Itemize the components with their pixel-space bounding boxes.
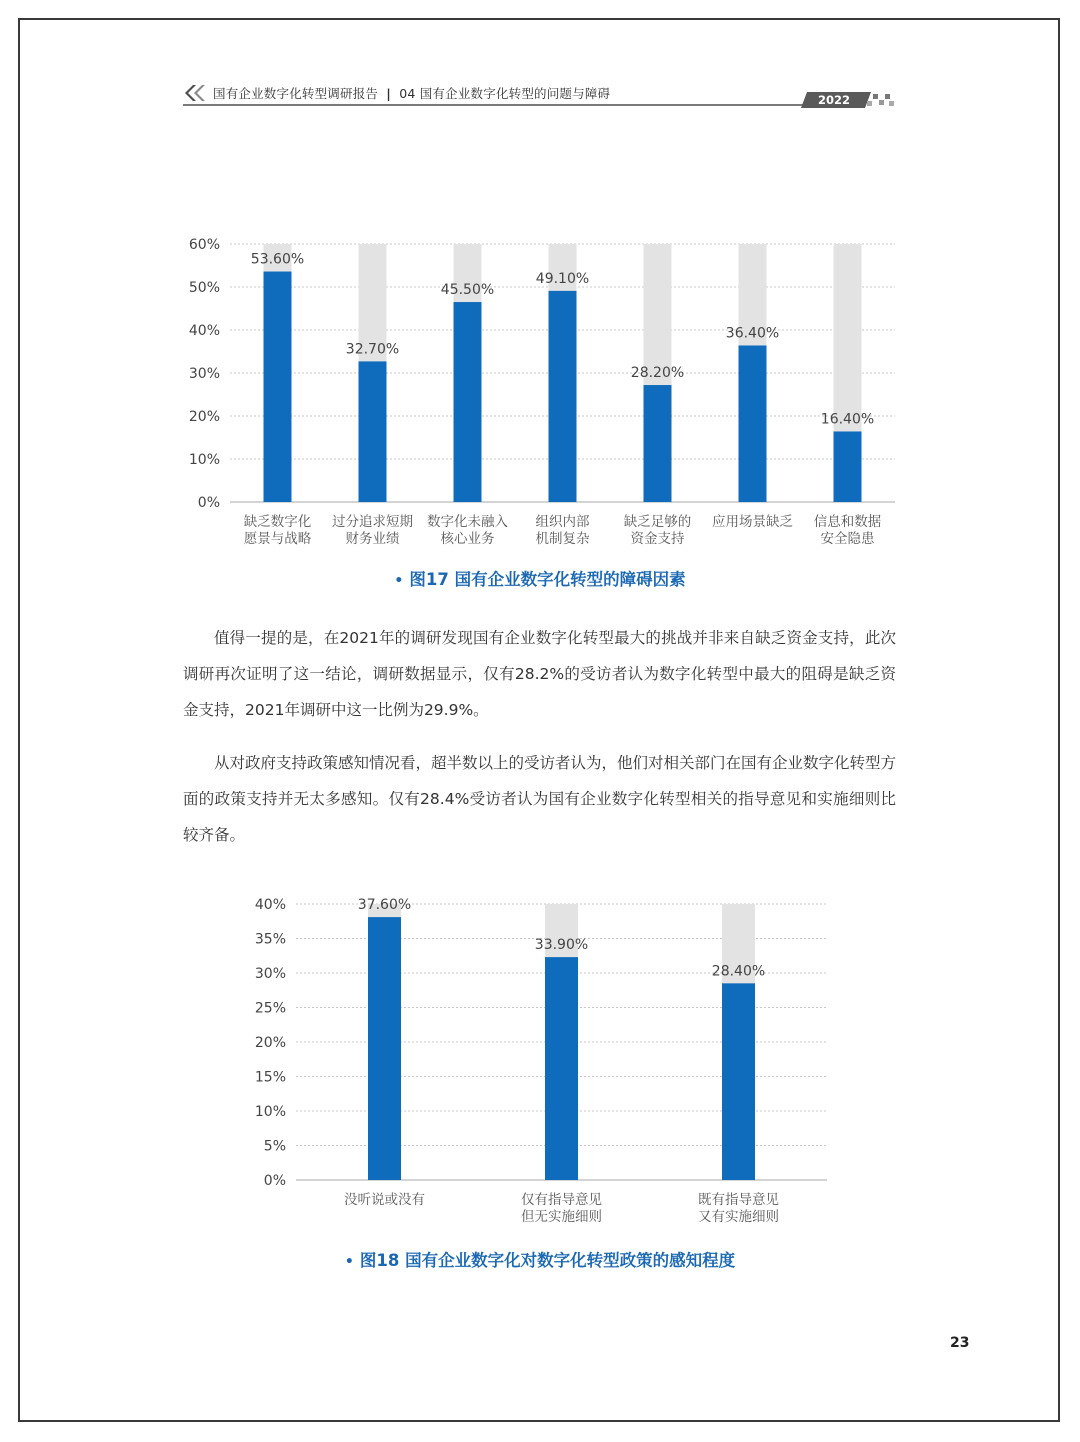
y-tick-label: 0% [197, 495, 220, 511]
data-label: 37.60% [357, 897, 412, 914]
bar [834, 431, 862, 502]
data-label: 53.60% [250, 251, 305, 268]
caption-bullet-icon: • [344, 1254, 354, 1270]
year-label: 2022 [817, 93, 851, 107]
x-category-label: 信息和数据 [813, 514, 882, 530]
x-category-label: 安全隐患 [820, 531, 875, 547]
x-category-label: 仅有指导意见 [521, 1192, 602, 1208]
paragraph-2: 从对政府支持政策感知情况看，超半数以上的受访者认为，他们对相关部门在国有企业数字化转型方面的政策支持并无太多感知。仅有28.4%受访者认为国有企业数字化转型相关的指导意见和实施细则比较齐备。 [183, 754, 897, 844]
data-label: 32.70% [345, 341, 400, 358]
report-title: 国有企业数字化转型调研报告 [213, 86, 379, 101]
bar [739, 345, 767, 502]
y-tick-label: 40% [254, 897, 286, 913]
y-tick-label: 15% [254, 1069, 286, 1086]
bar [368, 917, 401, 1180]
y-tick-label: 10% [254, 1104, 286, 1120]
y-tick-label: 30% [254, 966, 286, 982]
header-title [213, 84, 610, 102]
bar [545, 957, 578, 1180]
y-tick-label: 20% [254, 1035, 286, 1051]
y-tick-label: 60% [188, 237, 220, 253]
x-category-label: 过分追求短期 [332, 514, 413, 530]
x-category-label: 缺乏数字化 [243, 514, 312, 530]
y-tick-label: 5% [263, 1138, 286, 1155]
y-tick-label: 40% [188, 323, 220, 339]
figure18-svg [0, 880, 1080, 1240]
page-number: 23 [950, 1335, 970, 1351]
x-category-label: 既有指导意见 [698, 1192, 779, 1208]
y-tick-label: 10% [188, 452, 220, 468]
x-category-label: 数字化未融入 [427, 514, 508, 530]
data-label: 28.20% [630, 365, 685, 382]
x-category-label: 愿景与战略 [243, 531, 312, 547]
figure17-chart [0, 225, 1080, 555]
y-tick-label: 0% [263, 1173, 286, 1189]
figure18-chart [0, 880, 1080, 1240]
x-category-label: 缺乏足够的 [623, 514, 692, 530]
data-label: 33.90% [534, 937, 589, 954]
figure18-caption-text: 图18 国有企业数字化对数字化转型政策的感知程度 [359, 1251, 736, 1270]
double-chevron-logo-icon [183, 83, 209, 103]
body-text [183, 620, 896, 853]
figure17-caption-text: 图17 国有企业数字化转型的障碍因素 [409, 570, 686, 589]
x-category-label: 又有实施细则 [698, 1209, 779, 1225]
figure17-caption [0, 566, 1080, 590]
x-category-label: 资金支持 [630, 531, 685, 547]
section-title: 04 国有企业数字化转型的问题与障碍 [399, 86, 611, 101]
data-label: 45.50% [440, 282, 495, 299]
x-category-label: 机制复杂 [535, 531, 590, 547]
data-label: 16.40% [820, 411, 875, 428]
year-badge [801, 88, 897, 108]
figure18-caption [0, 1247, 1080, 1271]
data-label: 49.10% [535, 270, 590, 287]
bar [454, 302, 482, 502]
data-label: 28.40% [711, 963, 766, 980]
x-category-label: 应用场景缺乏 [712, 514, 793, 530]
data-label: 36.40% [725, 325, 780, 342]
y-tick-label: 25% [254, 1000, 286, 1017]
y-tick-label: 30% [188, 366, 220, 382]
caption-bullet-icon: • [394, 573, 404, 589]
x-category-label: 财务业绩 [345, 531, 400, 547]
x-category-label: 没听说或没有 [344, 1192, 425, 1208]
figure17-svg [0, 225, 1080, 555]
bar [722, 983, 755, 1180]
running-header [183, 80, 895, 110]
x-category-label: 但无实施细则 [521, 1209, 602, 1225]
bar [359, 361, 387, 502]
y-tick-label: 50% [188, 280, 220, 296]
bar [644, 385, 672, 502]
x-category-label: 核心业务 [440, 531, 495, 547]
bar [264, 272, 292, 502]
bar [549, 291, 577, 502]
y-tick-label: 35% [254, 931, 286, 948]
header-separator: | [386, 86, 392, 101]
paragraph-1: 值得一提的是，在2021年的调研发现国有企业数字化转型最大的挑战并非来自缺乏资金支持，此次调研再次证明了这一结论，调研数据显示，仅有28.2%的受访者认为数字化转型中最大的阻碍是缺乏资金支持，2021年调研中这一比例为29.9%。 [183, 629, 896, 719]
y-tick-label: 20% [188, 409, 220, 425]
x-category-label: 组织内部 [535, 514, 590, 530]
header-rule [183, 104, 823, 106]
